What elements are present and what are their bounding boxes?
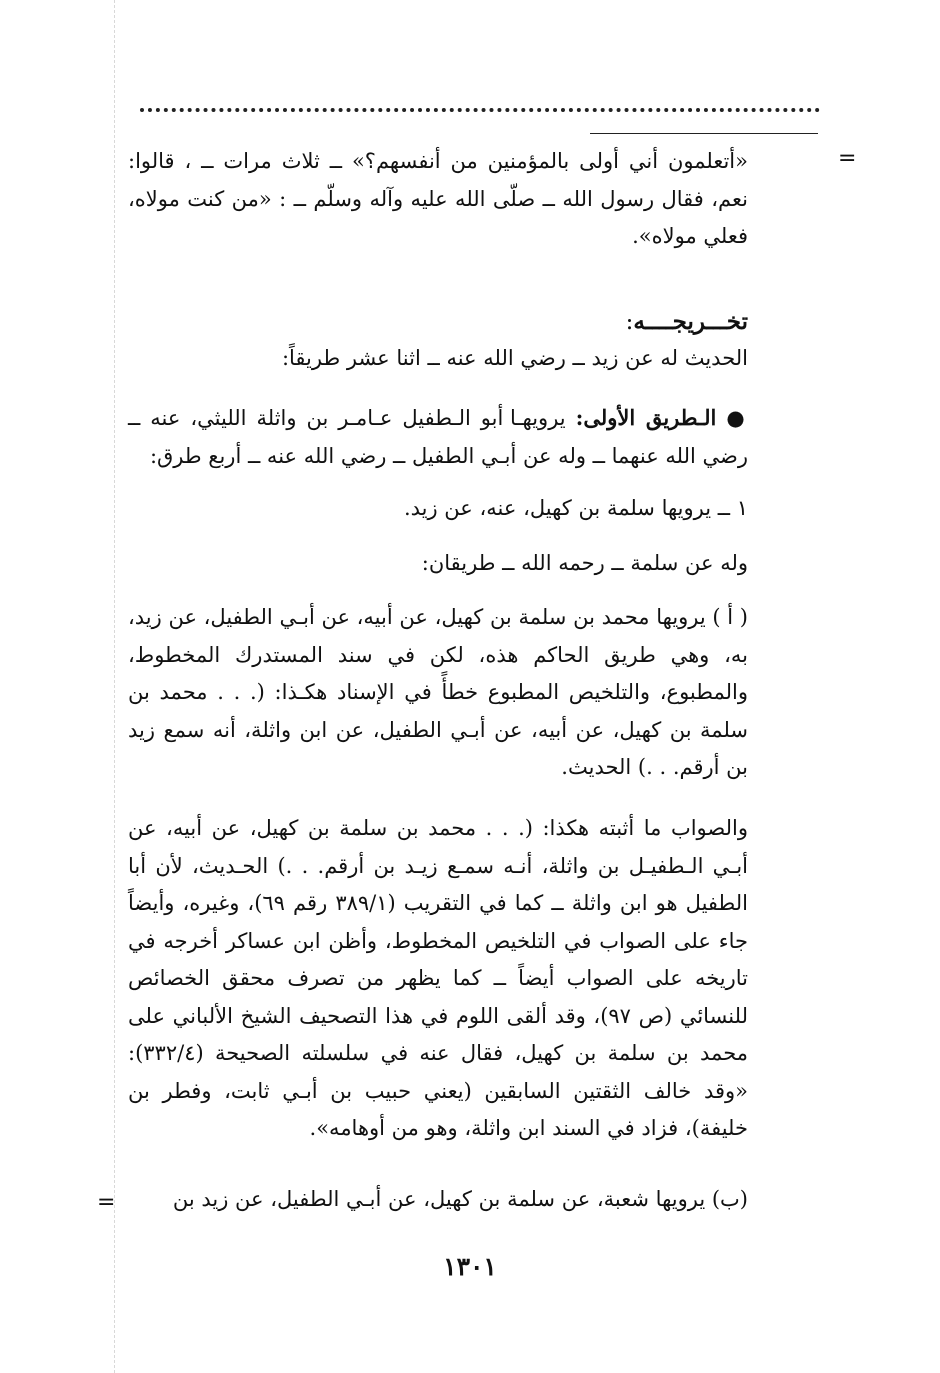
footnote-text: «أتعلمون أني أولى بالمؤمنين من أنفسهم؟» ــ ثلاث مرات ــ ، قالوا: نعم، فقال رسول الله ــ صلّى الله عليه وآله وسلّم ــ : «من كنت مولاه، فعلي مولاه». [128,149,748,248]
way1-paragraph [128,399,748,475]
way1-label: الـطريق الأولى: [575,405,717,430]
salama-intro-line: وله عن سلمة ــ رحمه الله ــ طريقان: [421,551,748,575]
item1-line: ١ ــ يرويها سلمة بن كهيل، عنه، عن زيد. [403,496,748,520]
paragraph-sawab: والصواب ما أثبته هكذا: (. . . محمد بن سلمة بن كهيل، عن أبيه، عن أبـي الـطفيـل بن واثلة، أنـه سمـع زيـد بن أرقم. . .) الحـديث، لأن أبا الطفيل هو ابن واثلة ــ كما في التقريب (٣٨٩/١ رقم ٦٩)، وغيره، وأيضاً جاء على الصواب في التلخيص المخطوط، وأظن ابن عساكر أخرجه في تاريخه على الصواب أيضاً ــ كما يظهر من تصرف محقق الخصائص للنسائي (ص ٩٧)، وقد ألقى اللوم في هذا التصحيف الشيخ الألباني على محمد بن سلمة بن كهيل، فقال عنه في سلسلته الصحيحة (٣٣٢/٤): «وقد خالف الثقتين السابقين (يعني حبيب بن أبـي ثابت، وفطر بن خليفة)، فزاد في السند ابن واثلة، وهو من أوهامه». [128,816,748,1140]
bullet-icon: ● [726,405,748,430]
paragraph-a: ( أ ) يرويها محمد بن سلمة بن كهيل، عن أبيه، عن أبـي الطفيل، عن زيد، به، وهي طريق الحاكم هذه، لكن في سند المستدرك المخطوط، والمطبوع، والتلخيص المطبوع خطأً في الإسناد هكـذا: (. . . محمد بن سلمة بن كهيل، عن أبيه، عن أبـي الطفيل، عن ابن واثلة، أنه سمع زيد بن أرقم. . .) الحديث. [128,605,748,779]
paragraph-b: (ب) يرويها شعبة، عن سلمة بن كهيل، عن أبـي الطفيل، عن زيد بن [172,1187,748,1211]
takhrij-title: تخـــريجــــه [633,308,748,335]
footnote-continued-mark: = [838,146,857,171]
takhrij-colon: : [625,309,634,335]
intro-line: الحديث له عن زيد ــ رضي الله عنه ــ اثنا عشر طريقاً: [281,346,748,370]
page-number: ١٣٠١ [443,1252,497,1281]
takhrij-heading [128,303,748,341]
page-edge-line [114,0,115,1373]
footnote-rule [590,133,818,134]
dotted-separator [140,92,820,112]
continued-mark: = [97,1190,116,1215]
way1-text: يرويهـا أبو الـطفيل عـامـر بن واثلة الليثي، عنه ــ رضي الله عنهما ــ وله عن أبـي الطفيل ــ رضي الله عنه ــ أربع طرق: [128,406,748,468]
